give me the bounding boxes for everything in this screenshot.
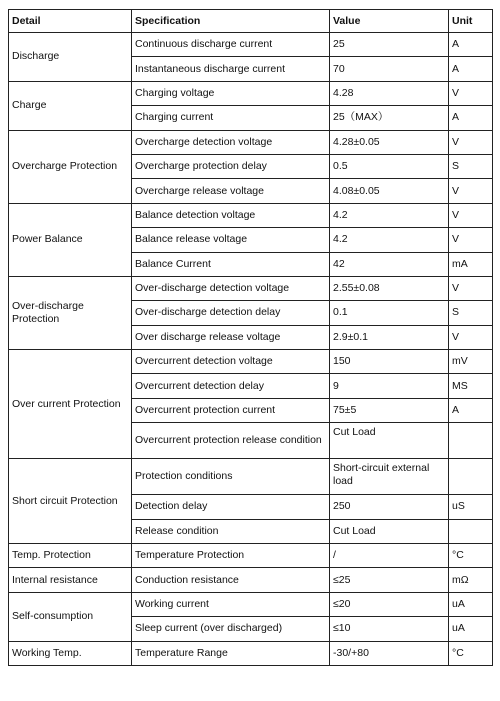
specification-cell: Overcurrent detection delay [132,374,330,398]
table-row [9,203,493,227]
detail-cell: Discharge [9,33,132,82]
unit-cell: V [449,325,493,349]
value-cell: 9 [330,374,449,398]
table-row [9,81,493,105]
value-cell: 70 [330,57,449,81]
unit-cell: A [449,106,493,130]
specification-cell: Over discharge release voltage [132,325,330,349]
detail-cell: Working Temp. [9,641,132,665]
header-detail: Detail [9,10,132,33]
specification-cell: Conduction resistance [132,568,330,592]
specification-cell: Overcurrent detection voltage [132,350,330,374]
value-cell: 25 [330,33,449,57]
table-row [9,350,493,374]
value-cell: 42 [330,252,449,276]
unit-cell: mA [449,252,493,276]
header-unit: Unit [449,10,493,33]
value-cell: / [330,544,449,568]
detail-cell: Charge [9,81,132,130]
specification-cell: Continuous discharge current [132,33,330,57]
unit-cell: V [449,179,493,203]
value-cell: 75±5 [330,398,449,422]
detail-cell: Overcharge Protection [9,130,132,203]
detail-cell: Over current Protection [9,350,132,459]
unit-cell: V [449,203,493,227]
table-row [9,641,493,665]
unit-cell: uA [449,592,493,616]
unit-cell: uA [449,617,493,641]
value-cell: 4.2 [330,228,449,252]
specification-cell: Overcurrent protection release condition [132,423,330,459]
unit-cell: S [449,301,493,325]
specification-cell: Protection conditions [132,459,330,495]
unit-cell: A [449,57,493,81]
header-specification: Specification [132,10,330,33]
specification-cell: Detection delay [132,495,330,519]
specification-cell: Balance release voltage [132,228,330,252]
specification-cell: Temperature Protection [132,544,330,568]
specification-cell: Temperature Range [132,641,330,665]
value-cell: 0.5 [330,154,449,178]
value-cell: 4.28±0.05 [330,130,449,154]
value-cell: Cut Load [330,519,449,543]
specification-cell: Over-discharge detection delay [132,301,330,325]
value-cell: ≤10 [330,617,449,641]
unit-cell [449,459,493,495]
value-cell: ≤25 [330,568,449,592]
value-cell: 4.28 [330,81,449,105]
table-row [9,459,493,495]
table-row [9,276,493,300]
specification-cell: Release condition [132,519,330,543]
value-cell: 25（MAX） [330,106,449,130]
value-cell: ≤20 [330,592,449,616]
detail-cell: Temp. Protection [9,544,132,568]
specification-cell: Balance Current [132,252,330,276]
value-cell: 0.1 [330,301,449,325]
specification-cell: Balance detection voltage [132,203,330,227]
unit-cell: °C [449,641,493,665]
unit-cell: V [449,130,493,154]
table-row [9,130,493,154]
unit-cell: A [449,33,493,57]
unit-cell: V [449,228,493,252]
specification-cell: Sleep current (over discharged) [132,617,330,641]
spec-table-body [9,33,493,666]
value-cell: Short-circuit external load [330,459,449,495]
value-cell: 250 [330,495,449,519]
value-cell: 2.9±0.1 [330,325,449,349]
header-value: Value [330,10,449,33]
detail-cell: Over-discharge Protection [9,276,132,349]
specification-cell: Overcharge release voltage [132,179,330,203]
table-row [9,544,493,568]
unit-cell: MS [449,374,493,398]
detail-cell: Power Balance [9,203,132,276]
unit-cell: uS [449,495,493,519]
value-cell: 4.08±0.05 [330,179,449,203]
spec-table [8,9,493,666]
specification-cell: Working current [132,592,330,616]
value-cell: 150 [330,350,449,374]
value-cell: -30/+80 [330,641,449,665]
specification-cell: Overcurrent protection current [132,398,330,422]
unit-cell: V [449,81,493,105]
detail-cell: Short circuit Protection [9,459,132,544]
header-row [9,10,493,33]
table-row [9,568,493,592]
table-row [9,33,493,57]
specification-cell: Overcharge protection delay [132,154,330,178]
specification-cell: Overcharge detection voltage [132,130,330,154]
unit-cell: S [449,154,493,178]
unit-cell: °C [449,544,493,568]
specification-cell: Over-discharge detection voltage [132,276,330,300]
unit-cell: mΩ [449,568,493,592]
detail-cell: Internal resistance [9,568,132,592]
table-row [9,592,493,616]
unit-cell [449,519,493,543]
unit-cell: V [449,276,493,300]
detail-cell: Self-consumption [9,592,132,641]
unit-cell [449,423,493,459]
specification-cell: Charging current [132,106,330,130]
value-cell: 4.2 [330,203,449,227]
unit-cell: mV [449,350,493,374]
specification-cell: Charging voltage [132,81,330,105]
specification-cell: Instantaneous discharge current [132,57,330,81]
value-cell: 2.55±0.08 [330,276,449,300]
value-cell: Cut Load [330,423,449,459]
unit-cell: A [449,398,493,422]
